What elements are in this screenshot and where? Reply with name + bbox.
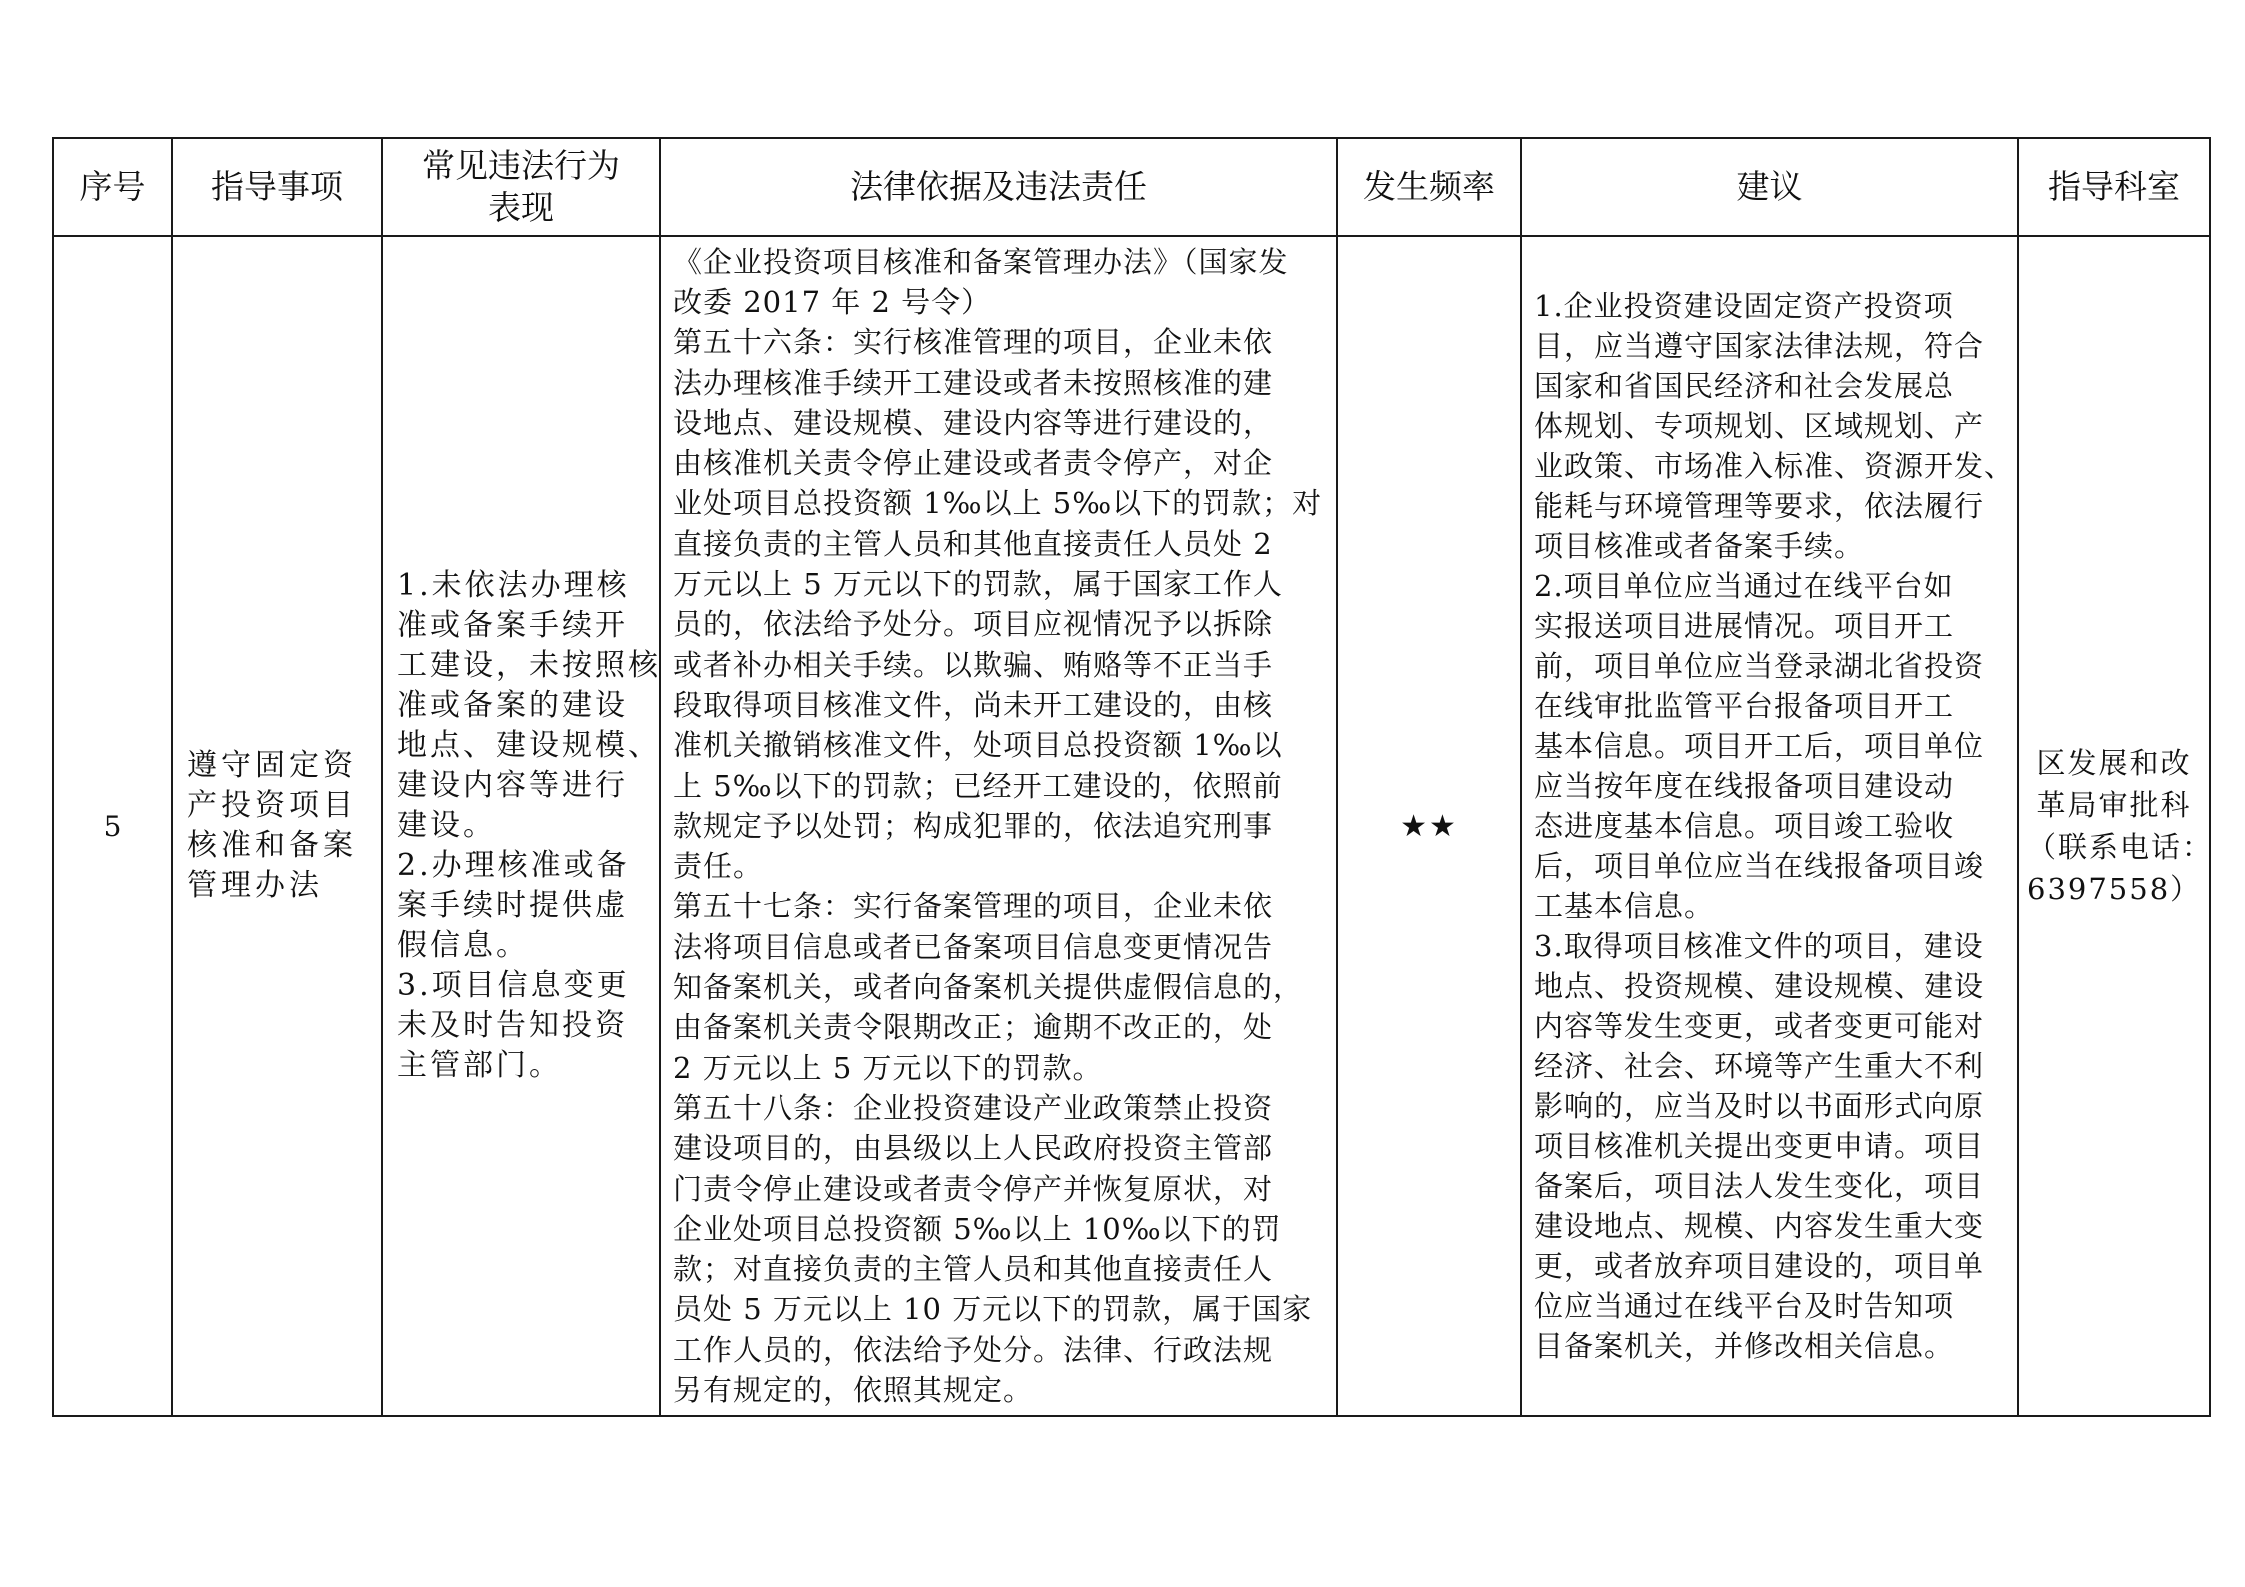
law-line: 2 万元以上 5 万元以下的罚款。	[673, 1050, 1103, 1085]
law-line: 工作人员的，依法给予处分。法律、行政法规	[673, 1332, 1274, 1367]
law-line: 知备案机关，或者向备案机关提供虚假信息的，	[673, 970, 1304, 1005]
advice-line: 工基本信息。	[1534, 889, 1715, 923]
behavior-line: 未及时告知投资	[397, 1008, 628, 1043]
law-line: 员的，依法给予处分。项目应视情况予以拆除	[673, 607, 1274, 642]
behavior-line: 主管部门。	[397, 1048, 562, 1083]
law-line: 准机关撤销核准文件，处项目总投资额 1‰以	[673, 728, 1283, 763]
header-behavior	[382, 138, 660, 236]
law-line: 设地点、建设规模、建设内容等进行建设的，	[673, 405, 1274, 440]
cell-advice	[1521, 236, 2018, 1416]
law-line: 或者补办相关手续。以欺骗、贿赂等不正当手	[673, 647, 1274, 682]
law-line: 《企业投资项目核准和备案管理办法》（国家发	[673, 244, 1289, 279]
guidance-table	[52, 137, 2214, 1417]
advice-line: 在线审批监管平台报备项目开工	[1534, 689, 1955, 723]
advice-line: 应当按年度在线报备项目建设动	[1534, 769, 1955, 803]
advice-line: 2.项目单位应当通过在线平台如	[1534, 569, 1954, 603]
law-line: 直接负责的主管人员和其他直接责任人员处 2	[673, 526, 1273, 561]
advice-line: 3.取得项目核准文件的项目，建设	[1534, 929, 1984, 963]
behavior-line: 地点、建设规模、	[397, 728, 661, 763]
advice-line: 后，项目单位应当在线报备项目竣	[1534, 849, 1985, 883]
advice-line: 态进度基本信息。项目竣工验收	[1534, 809, 1955, 843]
law-line: 由核准机关责令停止建设或者责令停产，对企	[673, 446, 1274, 481]
advice-line: 项目核准或者备案手续。	[1534, 529, 1865, 563]
cell-seq: 5	[53, 236, 172, 1416]
advice-line: 能耗与环境管理等要求，依法履行	[1534, 489, 1985, 523]
advice-line: 前，项目单位应当登录湖北省投资	[1534, 649, 1985, 683]
header-behavior-line: 表现	[488, 188, 554, 227]
law-line: 款规定予以处罚；构成犯罪的，依法追究刑事	[673, 808, 1274, 843]
advice-line: 建设地点、规模、内容发生重大变	[1534, 1209, 1985, 1243]
item-line: 遵守固定资	[187, 748, 357, 783]
item-line: 管理办法	[187, 868, 323, 903]
advice-line: 更，或者放弃项目建设的，项目单	[1534, 1249, 1985, 1283]
law-line: 段取得项目核准文件，尚未开工建设的，由核	[673, 687, 1274, 722]
office-line: 区发展和改	[2036, 746, 2192, 780]
advice-line: 目备案机关，并修改相关信息。	[1534, 1329, 1955, 1363]
header-seq: 序号	[53, 138, 172, 236]
cell-item	[172, 236, 382, 1416]
law-line: 另有规定的，依照其规定。	[673, 1373, 1034, 1407]
law-line: 企业处项目总投资额 5‰以上 10‰以下的罚	[673, 1211, 1282, 1246]
behavior-line: 工建设，未按照核	[397, 648, 661, 683]
header-behavior-line: 常见违法行为	[422, 146, 620, 185]
advice-line: 经济、社会、环境等产生重大不利	[1534, 1049, 1985, 1083]
law-line: 第五十八条：企业投资建设产业政策禁止投资	[673, 1090, 1274, 1125]
law-line: 由备案机关责令限期改正；逾期不改正的，处	[673, 1010, 1274, 1045]
behavior-line: 案手续时提供虚	[397, 888, 628, 923]
behavior-line: 准或备案手续开	[397, 608, 628, 643]
law-line: 款；对直接负责的主管人员和其他直接责任人	[673, 1252, 1274, 1287]
header-frequency: 发生频率	[1337, 138, 1521, 236]
cell-office	[2018, 236, 2214, 1416]
advice-line: 业政策、市场准入标准、资源开发、	[1534, 449, 2015, 483]
law-line: 业处项目总投资额 1‰以上 5‰以下的罚款；对	[673, 486, 1323, 521]
header-row	[53, 138, 2210, 236]
cell-law	[660, 236, 1337, 1416]
header-office: 指导科室	[2018, 138, 2210, 236]
law-line: 责任。	[673, 849, 764, 884]
behavior-line: 1.未依法办理核	[397, 568, 630, 603]
behavior-line: 建设。	[397, 808, 496, 843]
advice-line: 影响的，应当及时以书面形式向原	[1534, 1089, 1985, 1123]
law-line: 上 5‰以下的罚款；已经开工建设的，依照前	[673, 768, 1283, 803]
advice-line: 地点、投资规模、建设规模、建设	[1534, 969, 1985, 1003]
item-line: 产投资项目	[187, 788, 357, 823]
advice-line: 实报送项目进展情况。项目开工	[1534, 609, 1955, 643]
behavior-line: 3.项目信息变更	[397, 968, 630, 1003]
behavior-line: 假信息。	[397, 928, 529, 963]
cell-frequency: ★★	[1337, 236, 1521, 1416]
law-line: 第五十六条：实行核准管理的项目，企业未依	[673, 325, 1274, 360]
law-line: 建设项目的，由县级以上人民政府投资主管部	[673, 1131, 1274, 1166]
item-line: 核准和备案	[187, 828, 357, 863]
advice-line: 体规划、专项规划、区域规划、产	[1534, 409, 1985, 443]
law-line: 改委 2017 年 2 号令）	[673, 284, 992, 319]
law-line: 门责令停止建设或者责令停产并恢复原状，对	[673, 1171, 1274, 1206]
advice-line: 位应当通过在线平台及时告知项	[1534, 1289, 1955, 1323]
law-line: 员处 5 万元以上 10 万元以下的罚款，属于国家	[673, 1292, 1313, 1327]
office-line: 6397558）	[2027, 872, 2202, 906]
advice-line: 内容等发生变更，或者变更可能对	[1534, 1009, 1985, 1043]
behavior-line: 建设内容等进行	[397, 768, 628, 803]
law-line: 法办理核准手续开工建设或者未按照核准的建	[673, 365, 1274, 400]
office-line: 革局审批科	[2036, 788, 2192, 822]
law-line: 第五十七条：实行备案管理的项目，企业未依	[673, 889, 1274, 924]
advice-line: 国家和省国民经济和社会发展总	[1534, 369, 1955, 403]
law-line: 万元以上 5 万元以下的罚款，属于国家工作人	[673, 567, 1283, 602]
behavior-line: 准或备案的建设	[397, 688, 628, 723]
office-line: （联系电话：	[2027, 830, 2214, 864]
header-law: 法律依据及违法责任	[660, 138, 1337, 236]
advice-line: 项目核准机关提出变更申请。项目	[1534, 1129, 1985, 1163]
behavior-line: 2.办理核准或备	[397, 848, 630, 883]
cell-behavior	[382, 236, 660, 1416]
law-line: 法将项目信息或者已备案项目信息变更情况告	[673, 929, 1274, 964]
table-row	[53, 236, 2210, 1416]
header-advice: 建议	[1521, 138, 2018, 236]
header-item: 指导事项	[172, 138, 382, 236]
advice-line: 基本信息。项目开工后，项目单位	[1534, 729, 1985, 763]
advice-line: 1.企业投资建设固定资产投资项	[1534, 289, 1954, 323]
advice-line: 备案后，项目法人发生变化，项目	[1534, 1169, 1985, 1203]
advice-line: 目，应当遵守国家法律法规，符合	[1534, 329, 1985, 363]
